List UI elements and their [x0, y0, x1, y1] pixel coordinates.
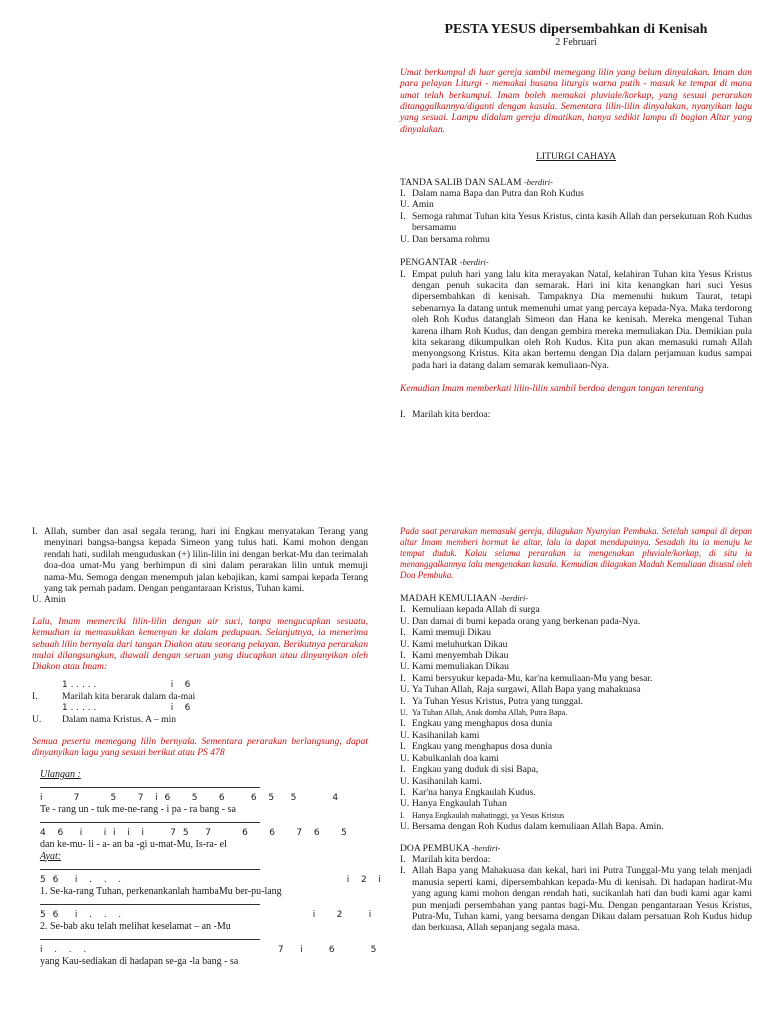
line-text: Kami menyembah Dikau — [412, 650, 509, 662]
top-right-column — [400, 0, 752, 420]
lyric-line: yang Kau-sediakan di hadapan se-ga -la bang - sa — [40, 955, 239, 967]
tanda-salib-lines — [400, 188, 752, 245]
chant-notes: 1 . . . . . i 6 — [62, 703, 191, 714]
speaker-label: U. — [400, 615, 410, 627]
tanda-salib-heading — [400, 177, 752, 188]
madah-heading — [400, 593, 752, 604]
lyric-line: 1. Se-ka-rang Tuhan, perkenankanlah hambaMu ber-pu-lang — [40, 885, 282, 897]
speaker-label: I. — [400, 188, 406, 200]
speaker-label: I. — [400, 268, 406, 280]
entrance-rubric: Pada saat perarakan memasuki gereja, dilagukan Nyanyian Pembuka. Setelah sampai di depan altar Imam memberi hormat ke altar, lalu ia dapat mendupainya. Sesudah itu ia menuju ke tempat duduk. Kalau selama perarakan ia mengenakan pluviale/korkap, di situ ia menanggalkannya lalu mengenakan kasula. Kemudian dilagukan Madah Kemuliaan disusul oleh Doa Pembuka. — [400, 526, 752, 580]
speaker-label: I. — [400, 786, 406, 798]
text-line — [400, 639, 752, 650]
procession-chant — [32, 679, 368, 726]
doa-heading — [400, 843, 752, 854]
speaker-label: U. — [400, 729, 410, 741]
text-line — [400, 604, 752, 615]
text-line — [400, 707, 752, 718]
doa-lines — [400, 854, 752, 934]
line-text: Kemuliaan kepada Allah di surga — [412, 604, 540, 616]
line-text: Kami memuliakan Dikau — [412, 661, 509, 673]
song-score — [32, 768, 383, 968]
note-numbers: i . . . 7 i 6 5 — [40, 944, 379, 955]
speaker-label: I. — [32, 690, 38, 702]
text-line — [400, 661, 752, 672]
tanda-salib-title: TANDA SALIB DAN SALAM — [400, 176, 522, 188]
text-line — [400, 718, 752, 729]
page-title: PESTA YESUS dipersembahkan di Kenisah — [444, 22, 708, 37]
verse-lines — [32, 869, 383, 968]
madah-title: MADAH KEMULIAAN — [400, 593, 497, 604]
line-text: Dan damai di bumi kepada orang yang berkenan pada-Nya. — [412, 615, 641, 627]
intro-rubric: Umat berkumpul di luar gereja sambil memegang lilin yang belum dinyalakan. Imam dan para pelayan Liturgi - memakai busana liturgis warna putih - masuk ke tempat di mana umat telah berkumpul. Imam boleh memakai pluviale/korkap, yang sesuai perarakan ditanggalkannya/diganti dengan kasula. Sementara lilin-lilin dinyalakan, nyanyikan lagu yang sesuai. Lampu didalam gereja dimatikan, hanya sedikit lampu di bagian Altar yang dinyalakan. — [400, 66, 752, 135]
speaker-label: I. — [400, 695, 406, 707]
speaker-label: U. — [400, 684, 410, 696]
text-line — [400, 696, 752, 707]
speaker-label: I. — [400, 741, 406, 753]
line-text: Hanya Engkaulah Tuhan — [412, 798, 507, 810]
speaker-label: I. — [400, 627, 406, 639]
procession-rubric: Lalu, Imam memerciki lilin-lilin dengan air suci, tanpa mengucapkan sesuatu, kemudian ia memasukkan kemenyan ke dalam pedupaan. Selanjutnya, ia menerima sebuah lilin bernyala dari tangan Diakon atau seorang pelayan. Berikutnya perarakan mulai dilangsungkan, diawali dengan seruan yang diucapkan atau dinyanyikan oleh Diakon atau Imam: — [32, 615, 368, 673]
pengantar-title: PENGANTAR — [400, 257, 458, 269]
text-line — [400, 798, 752, 809]
line-text: Kami bersyukur kepada-Mu, kar'na kemuliaan-Mu yang besar. — [412, 672, 653, 684]
madah-lines — [400, 604, 752, 832]
text-line — [400, 650, 752, 661]
line-text: Allah Bapa yang Mahakuasa dan kekal, hari ini Putra Tunggal-Mu yang telah menjadi manusia seperti kami, dipersembahkan kepada-Mu di kenisah. Di hadapan hadirat-Mu yang agung kami mohon dengan rendah hati, sucikanlah hati dan budi kami agar kami pun menjadi persembahan yang pantas bagi-Mu. Dengan pengantaraan Yesus Kristus, Putra-Mu, Tuhan kami, yang bersama dengan Dikau dalam persatuan Roh Kudus hidup dan berkuasa, Allah sepanjang segala masa. — [412, 865, 752, 934]
text-line — [400, 188, 752, 199]
text-line — [32, 526, 368, 594]
speaker-label: I. — [400, 672, 406, 684]
pengantar-rubric: -berdiri- — [459, 257, 489, 268]
text-line — [400, 865, 752, 933]
lyric-line: Te - rang un - tuk me-ne-rang - i pa - ra bang - sa — [40, 803, 236, 815]
text-line — [400, 199, 752, 210]
text-line — [400, 627, 752, 638]
speaker-label: U. — [400, 661, 410, 673]
note-numbers: 5 6 i . . . i 2 i — [40, 909, 374, 920]
text-line — [400, 821, 752, 832]
line-text: Empat puluh hari yang lalu kita merayakan Natal, kelahiran Tuhan kita Yesus Kristus dengan penuh sukacita dan semarak. Hari ini kita kenangkan hari suci Yesus dipersembahkan di kenisah. Tampaknya Dia memenuhi hukum Taurat, tetapi sebenarnya Ia datang untuk memenuhi umat yang percaya kepada-Nya. Maka terdorong oleh Roh Kudus datanglah Simeon dan Hana ke kenisah. Mereka mengenal Tuhan karena ilham Roh Kudus, dan dengan gembira mereka memuliakan Dia. Demikian pula kita sekarang dikumpulkan oleh Roh Kudus. Kita pun akan memasuki rumah Allah menyongsong Kristus. Kita akan bertemu dengan Dia dalam perjamuan kudus sampai pada hari ia datang dalam semarak kemuliaan-Nya. — [412, 268, 752, 371]
speaker-label: I. — [400, 604, 406, 616]
line-text: Kabulkanlah doa kami — [412, 752, 499, 764]
speaker-label: I. — [400, 210, 406, 222]
line-text: Semoga rahmat Tuhan kita Yesus Kristus, cinta kasih Allah dan persekutuan Roh Kudus bersamamu — [412, 210, 752, 234]
line-text: Kami meluhurkan Dikau — [412, 638, 508, 650]
note-numbers: 5 6 i . . . i 2 i — [40, 874, 383, 885]
speaker-label: I. — [400, 650, 406, 662]
chant-notes: 1 . . . . . i 6 — [62, 679, 191, 690]
note-numbers: 4 6 i i i i i 7 5 7 6 6 7 6 5 — [40, 827, 349, 838]
text-line — [400, 269, 752, 372]
speaker-label: I. — [400, 718, 406, 730]
pengantar-lines — [400, 269, 752, 372]
line-text: Kasihanilah kami — [412, 729, 480, 741]
speaker-label: U. — [32, 714, 42, 726]
blessing-prayer — [32, 526, 368, 606]
lyric-line: 2. Se-bab aku telah melihat keselamat – an -Mu — [40, 920, 231, 932]
text-line — [400, 730, 752, 741]
text-line — [400, 684, 752, 695]
text-line — [400, 616, 752, 627]
speaker-label: I. — [400, 408, 406, 420]
chant-text: Dalam nama Kristus. A – min — [62, 714, 177, 726]
song-rubric: Semua peserta memegang lilin bernyala. Sementara perarakan berlangsung, dapat dinyanyikan lagu yang sesuai berikut atau PS 478 — [32, 735, 368, 759]
line-text: Engkau yang menghapus dosa dunia — [412, 718, 553, 730]
text-line — [400, 787, 752, 798]
marilah-line — [400, 409, 752, 420]
speaker-label: I. — [400, 853, 406, 865]
text-line — [400, 854, 752, 865]
section-title: LITURGI CAHAYA — [536, 151, 616, 163]
line-text: Ya Tuhan Allah, Raja surgawi, Allah Bapa yang mahakuasa — [412, 684, 641, 696]
line-text: Dan bersama rohmu — [412, 233, 490, 245]
ulangan-label: Ulangan : — [40, 768, 81, 780]
lyric-line: dan ke-mu- li - a- an ba -gi u-mat-Mu, Is-ra- el — [40, 838, 227, 850]
speaker-label: I. — [32, 526, 38, 537]
speaker-label: U. — [400, 752, 410, 764]
text-line — [400, 234, 752, 245]
text-line — [400, 673, 752, 684]
line-text: Engkau yang menghapus dosa dunia — [412, 741, 553, 753]
chant-line — [32, 714, 368, 725]
speaker-label: U. — [400, 775, 410, 787]
bottom-left-column — [32, 526, 383, 968]
text-line — [400, 741, 752, 752]
speaker-label: I. — [400, 810, 405, 820]
line-text: Ya Tuhan Yesus Kristus, Putra yang tunggal. — [412, 695, 583, 707]
text-line — [400, 211, 752, 234]
line-text: Dalam nama Bapa dan Putra dan Roh Kudus — [412, 188, 584, 200]
speaker-label: U. — [400, 708, 408, 718]
marilah-text: Marilah kita berdoa: — [412, 408, 491, 420]
speaker-label: U. — [400, 821, 410, 833]
speaker-label: U. — [400, 233, 410, 245]
line-text: Amin — [412, 199, 434, 211]
tanda-salib-rubric: -berdiri- — [523, 176, 553, 187]
doa-rubric: -berdiri- — [471, 842, 501, 853]
text-line — [32, 594, 368, 605]
speaker-label: U. — [400, 638, 410, 650]
text-line — [400, 810, 752, 821]
speaker-label: I. — [400, 764, 406, 776]
line-text: Marilah kita berdoa: — [412, 853, 491, 865]
text-line — [400, 753, 752, 764]
pengantar-heading — [400, 257, 752, 268]
berkat-rubric: Kemudian Imam memberkati lilin-lilin sambil berdoa dengan tangan terentang — [400, 383, 704, 395]
speaker-label: I. — [400, 865, 406, 877]
line-text: Engkau yang duduk di sisi Bapa, — [412, 764, 539, 776]
speaker-label: U. — [32, 594, 42, 606]
text-line — [400, 776, 752, 787]
text-line — [400, 764, 752, 775]
line-text: Kasihanilah kami. — [412, 775, 482, 787]
madah-rubric: -berdiri- — [499, 593, 529, 603]
line-text: Allah, sumber dan asal segala terang, hari ini Engkau menyatakan Terang yang menyinari bangsa-bangsa kepada Simeon yang tulus hati. Kami mohon dengan rendah hati, sudilah menguduskan (+) lilin-lilin ini dengan berkat-Mu dan terimalah doa-doa umat-Mu yang berhimpun di sini dalam perarakan lilin untuk memuji nama-Mu. Semoga dengan menempuh jalan kebajikan, kami sampai kepada Terang yang tak pernah padam. Dengan pengantaraan Kristus, Tuhan kami. — [44, 526, 368, 595]
speaker-label: U. — [400, 798, 410, 810]
page-date: 2 Februari — [555, 37, 597, 49]
refrain-lines — [32, 787, 368, 851]
line-text: Bersama dengan Roh Kudus dalam kemuliaan Allah Bapa. Amin. — [412, 821, 664, 833]
ayat-label: Ayat: — [40, 850, 62, 862]
doa-title: DOA PEMBUKA — [400, 842, 470, 854]
speaker-label: U. — [400, 199, 410, 211]
line-text: Ya Tuhan Allah, Anak domba Allah, Putra Bapa. — [412, 708, 568, 718]
bottom-right-column — [400, 526, 752, 934]
note-numbers: i 7 5 7 i 6 5 6 6 5 5 4 — [40, 792, 341, 803]
line-text: Amin — [44, 594, 66, 606]
line-text: Hanya Engkaulah mahatinggi, ya Yesus Kristus — [412, 810, 565, 820]
line-text: Kar'na hanya Engkaulah Kudus. — [412, 786, 536, 798]
chant-line — [32, 691, 368, 702]
line-text: Kami memuji Dikau — [412, 627, 491, 639]
chant-text: Marilah kita berarak dalam da-mai — [62, 690, 196, 702]
